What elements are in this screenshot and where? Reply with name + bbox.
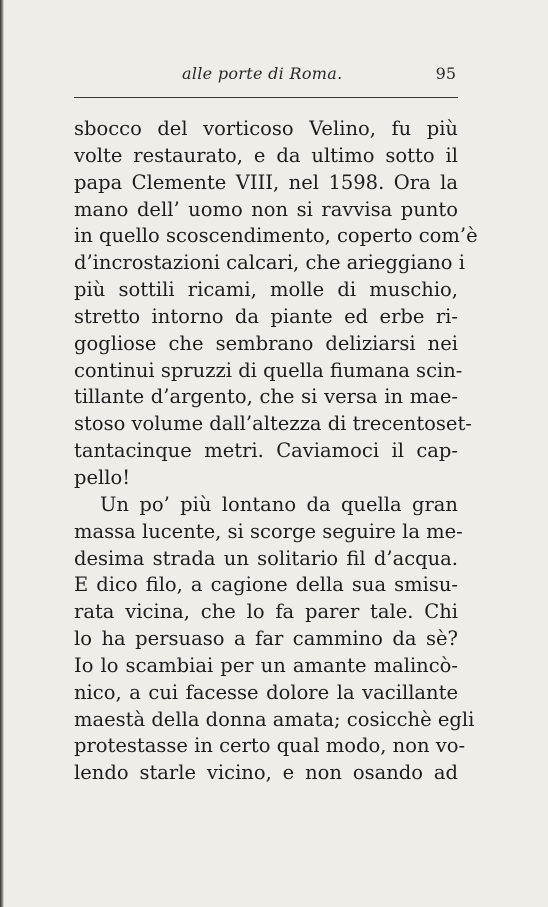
- text-line: gogliose che sembrano deliziarsi nei: [74, 331, 458, 355]
- text-line: volte restaurato, e da ultimo sotto il: [74, 143, 458, 167]
- text-line: lo ha persuaso a far cammino da sè?: [74, 627, 458, 651]
- header-rule: [74, 97, 458, 98]
- page-number: 95: [435, 64, 456, 83]
- text-line: continui spruzzi di quella fiumana scin-: [74, 358, 463, 382]
- text-line: d’incrostazioni calcari, che arieggiano i: [74, 251, 465, 275]
- text-line: maestà della donna amata; cosicchè egli: [74, 707, 475, 731]
- text-line: lendo starle vicino, e non osando ad: [74, 761, 458, 785]
- text-line: massa lucente, si scorge seguire la me-: [74, 519, 463, 543]
- text-line: tillante d’argento, che si versa in mae-: [74, 385, 458, 409]
- text-line: stoso volume dall’altezza di trecentoset-: [74, 412, 472, 436]
- text-line: desima strada un solitario fil d’acqua.: [74, 546, 458, 570]
- body-text: [74, 116, 478, 787]
- text-line: stretto intorno da piante ed erbe ri-: [74, 304, 458, 328]
- text-line: nico, a cui facesse dolore la vacillante: [74, 680, 458, 704]
- text-line: più sottili ricami, molle di muschio,: [74, 278, 458, 302]
- text-line: in quello scoscendimento, coperto com’è: [74, 224, 478, 248]
- text-line: Io lo scambiai per un amante malincò-: [74, 653, 458, 677]
- text-line: E dico filo, a cagione della sua smisu-: [74, 573, 458, 597]
- paragraph-start-line: Un po’ più lontano da quella gran: [100, 492, 458, 516]
- text-line: protestasse in certo qual modo, non vo-: [74, 734, 466, 758]
- running-head: alle porte di Roma.: [182, 64, 343, 83]
- text-line: rata vicina, che lo fa parer tale. Chi: [74, 600, 458, 624]
- paragraph-end-line: pello!: [74, 465, 131, 489]
- page-header: [74, 64, 458, 88]
- text-line: tantacinque metri. Caviamoci il cap-: [74, 439, 458, 463]
- page-edge: [0, 0, 4, 907]
- text-line: mano dell’ uomo non si ravvisa punto: [74, 197, 458, 221]
- text-line: papa Clemente VIII, nel 1598. Ora la: [74, 170, 458, 194]
- text-line: sbocco del vorticoso Velino, fu più: [74, 117, 458, 140]
